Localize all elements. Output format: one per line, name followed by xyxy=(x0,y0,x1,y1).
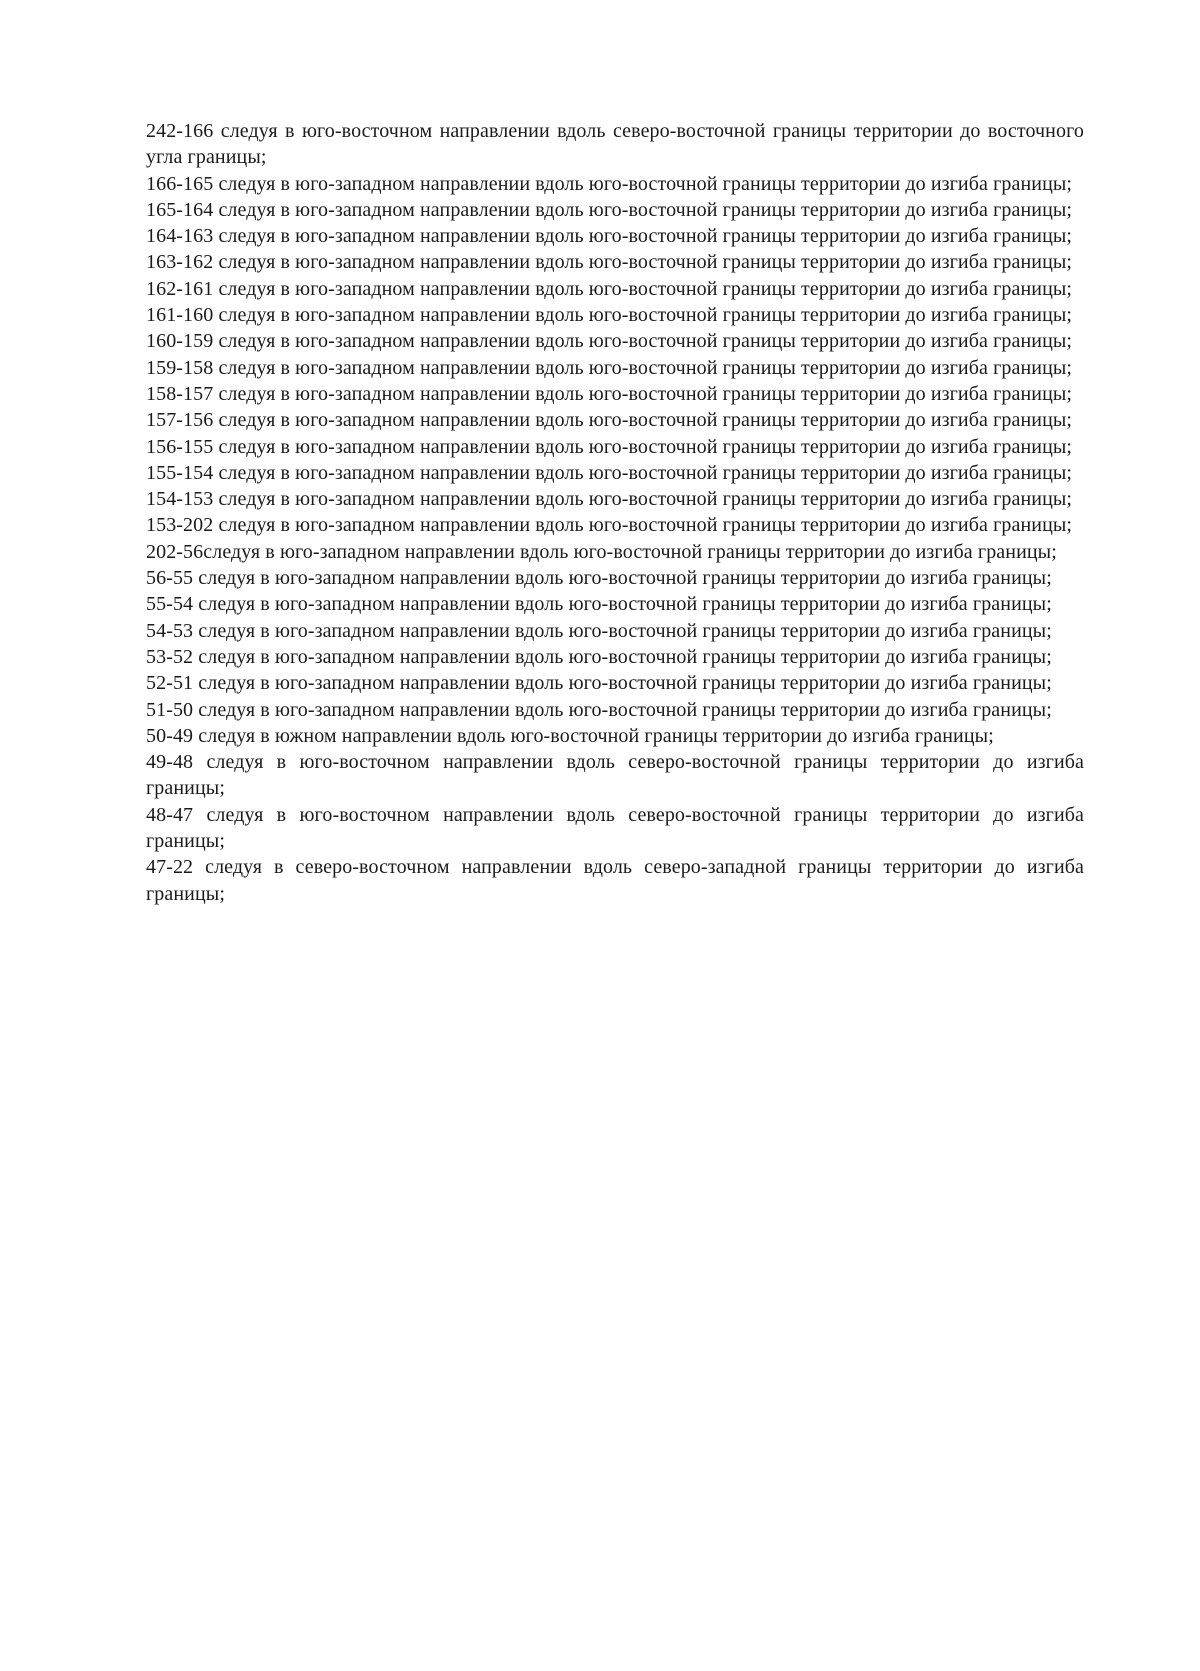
boundary-entry: 156-155 следуя в юго-западном направлении вдоль юго-восточной границы территории до изгиба границы; xyxy=(146,435,1073,458)
boundary-entry: 49-48 следуя в юго-восточном направлении вдоль северо-восточной границы территории до изгиба границы; xyxy=(146,751,1084,800)
boundary-entry: 154-153 следуя в юго-западном направлении вдоль юго-восточной границы территории до изгиба границы; xyxy=(146,488,1073,511)
boundary-entry: 53-52 следуя в юго-западном направлении вдоль юго-восточной границы территории до изгиба границы; xyxy=(146,645,1052,668)
boundary-entry: 242-166 следуя в юго-восточном направлении вдоль северо-восточной границы территории до восточного угла границы; xyxy=(146,120,1084,169)
boundary-entry: 47-22 следуя в северо-восточном направлении вдоль северо-западной границы территории до изгиба границы; xyxy=(146,856,1084,905)
boundary-entry: 164-163 следуя в юго-западном направлении вдоль юго-восточной границы территории до изгиба границы; xyxy=(146,225,1073,248)
boundary-entry: 153-202 следуя в юго-западном направлении вдоль юго-восточной границы территории до изгиба границы; xyxy=(146,514,1073,537)
boundary-entry: 161-160 следуя в юго-западном направлении вдоль юго-восточной границы территории до изгиба границы; xyxy=(146,304,1073,327)
boundary-entry: 202-56следуя в юго-западном направлении вдоль юго-восточной границы территории до изгиба границы; xyxy=(146,540,1057,563)
boundary-entry: 157-156 следуя в юго-западном направлении вдоль юго-восточной границы территории до изгиба границы; xyxy=(146,409,1073,432)
boundary-entry: 155-154 следуя в юго-западном направлении вдоль юго-восточной границы территории до изгиба границы; xyxy=(146,461,1073,484)
boundary-entry: 166-165 следуя в юго-западном направлении вдоль юго-восточной границы территории до изгиба границы; xyxy=(146,172,1073,195)
boundary-entry: 54-53 следуя в юго-западном направлении вдоль юго-восточной границы территории до изгиба границы; xyxy=(146,619,1052,642)
boundary-entry: 56-55 следуя в юго-западном направлении вдоль юго-восточной границы территории до изгиба границы; xyxy=(146,567,1052,590)
boundary-entry: 162-161 следуя в юго-западном направлении вдоль юго-восточной границы территории до изгиба границы; xyxy=(146,277,1073,300)
boundary-entry: 55-54 следуя в юго-западном направлении вдоль юго-восточной границы территории до изгиба границы; xyxy=(146,593,1052,616)
boundary-entry: 163-162 следуя в юго-западном направлении вдоль юго-восточной границы территории до изгиба границы; xyxy=(146,251,1073,274)
boundary-entry: 51-50 следуя в юго-западном направлении вдоль юго-восточной границы территории до изгиба границы; xyxy=(146,698,1052,721)
boundary-entry: 50-49 следуя в южном направлении вдоль юго-восточной границы территории до изгиба границы; xyxy=(146,724,994,747)
boundary-entry: 165-164 следуя в юго-западном направлении вдоль юго-восточной границы территории до изгиба границы; xyxy=(146,198,1073,221)
boundary-entry: 158-157 следуя в юго-западном направлении вдоль юго-восточной границы территории до изгиба границы; xyxy=(146,382,1073,405)
boundary-entry: 159-158 следуя в юго-западном направлении вдоль юго-восточной границы территории до изгиба границы; xyxy=(146,356,1073,379)
boundary-entry: 52-51 следуя в юго-западном направлении вдоль юго-восточной границы территории до изгиба границы; xyxy=(146,672,1052,695)
boundary-entry: 48-47 следуя в юго-восточном направлении вдоль северо-восточной границы территории до изгиба границы; xyxy=(146,803,1084,853)
boundary-description-text xyxy=(146,118,1084,907)
boundary-entry: 160-159 следуя в юго-западном направлении вдоль юго-восточной границы территории до изгиба границы; xyxy=(146,330,1073,353)
